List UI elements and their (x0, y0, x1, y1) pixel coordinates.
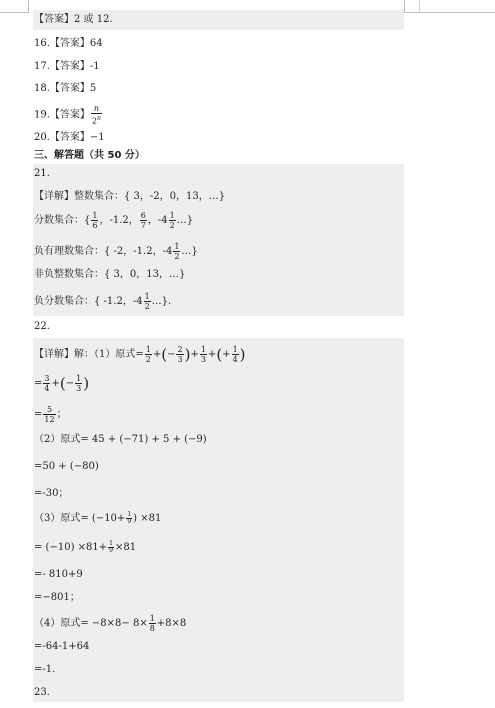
q22-part2-step1: =50 + (−80) (34, 461, 99, 472)
answer-19-fraction (91, 104, 102, 126)
answer-19 (34, 104, 103, 126)
q22-part1-step1: = $\frac{3}{4}$ +(− $\frac{1}{3}$ ) (34, 374, 90, 393)
q22-part2-step2: =-30； (34, 488, 69, 499)
answer-19-prefix: 19.【答案】 (34, 109, 90, 121)
page-corner-mark-left (0, 0, 29, 13)
q21-number: 21. (34, 168, 50, 179)
q22-part4-step1: =-64-1+64 (34, 641, 90, 652)
q22-part4-step2: =-1. (34, 664, 56, 675)
q22-number: 22. (34, 321, 50, 332)
q21-negative-rational-set: 负有理数集合：{ -2，-1.2，-4 $\frac{1}{2}$ …} (34, 242, 198, 261)
q21-negative-fraction-set: 负分数集合：{ -1.2，-4 $\frac{1}{2}$ …}. (34, 292, 172, 311)
q22-part1: 【详解】解：（1）原式= $\frac{1}{2}$ +(− $\frac{2}{3}$ )+ $\frac{1}{3}$ +(+ $\frac{1}{4}$ ) (34, 345, 246, 364)
answer-19-numerator: n (91, 104, 102, 114)
q21-integer-set: 【详解】整数集合：{ 3，-2，0，13，…} (34, 191, 226, 202)
section-title: 三、解答题（共 50 分） (34, 150, 145, 161)
answer-16: 16.【答案】64 (34, 38, 103, 49)
q22-part4: （4）原式= −8×8− 8× $\frac{1}{8}$ +8×8 (34, 614, 187, 633)
answer-19-denominator: 2$^n$ (91, 115, 101, 126)
q21-fraction-set: 分数集合：{ $\frac{1}{6}$ ，-1.2， $\frac{6}{7}$ ，-4 $\frac{1}{2}$ …} (34, 211, 194, 230)
q23-number: 23. (34, 687, 50, 698)
q22-part2: （2）原式= 45 + (−71) + 5 + (−9) (34, 434, 207, 445)
page-corner-mark-divider (419, 0, 420, 12)
q21-nonnegative-integer-set: 非负整数集合：{ 3，0，13，…} (34, 269, 186, 280)
q22-part3-step3: =−801； (34, 592, 80, 603)
answer-20: 20.【答案】−1 (34, 132, 105, 143)
q22-part3-step2: =- 810+9 (34, 569, 83, 580)
answer-17: 17.【答案】-1 (34, 61, 100, 72)
q22-part1-step2: = $\frac{5}{12}$ ； (34, 405, 67, 424)
page-corner-mark-right (404, 0, 495, 13)
answer-15: 【答案】2 或 12. (34, 14, 113, 25)
answer-18: 18.【答案】5 (34, 83, 97, 94)
q22-part3-step1: = (−10) ×81+ $\frac{1}{9}$ ×81 (34, 540, 137, 554)
q22-part3: （3）原式= (−10+ $\frac{1}{9}$ ) ×81 (34, 511, 162, 525)
